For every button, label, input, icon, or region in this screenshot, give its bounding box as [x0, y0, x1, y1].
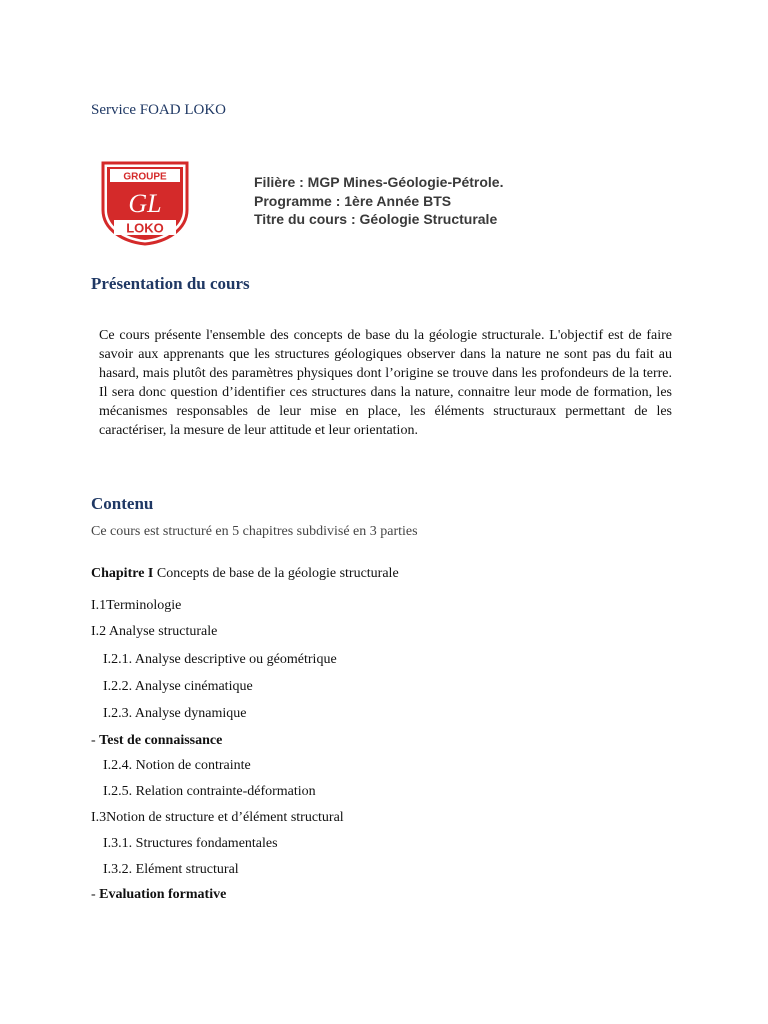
presentation-text: Ce cours présente l'ensemble des concepts de base du la géologie structurale. L'objectif est de faire savoir aux apprenants que les structures géologiques observer dans la nature ne sont pas du fait au hasard, mais plutôt des paramètres physiques dont l’origine se trouve dans les profondeurs de la terre. Il sera donc question d’identifier ces structures dans la nature, connaitre leur mode de formation, les mécanismes responsables de leur mise en place, les éléments structuraux permettant de les caractériser, la mesure de leur attitude et leur orientation. — [99, 328, 672, 438]
toc-item: I.3.2. Elément structural — [103, 862, 239, 877]
groupe-loko-logo — [100, 160, 190, 246]
chapter-title: Concepts de base de la géologie structurale — [153, 566, 399, 581]
toc-item: I.1Terminologie — [91, 598, 182, 613]
toc-item: I.2.5. Relation contrainte-déformation — [103, 784, 316, 799]
toc-item: I.3Notion de structure et d’élément structural — [91, 810, 344, 825]
chapter-heading — [91, 566, 399, 582]
presentation-heading: Présentation du cours — [91, 274, 250, 293]
toc-item: I.2 Analyse structurale — [91, 624, 218, 639]
logo-top-text: GROUPE — [123, 171, 167, 183]
toc-item: I.3.1. Structures fondamentales — [103, 836, 278, 851]
chapter-label: Chapitre I — [91, 566, 154, 581]
toc-item: I.2.2. Analyse cinématique — [103, 679, 253, 694]
logo-bottom-text: LOKO — [126, 220, 164, 236]
filiere-line: Filière : MGP Mines-Géologie-Pétrole. — [254, 174, 504, 190]
toc-item: I.2.3. Analyse dynamique — [103, 706, 247, 721]
logo-monogram: GL — [128, 189, 162, 218]
course-title-line: Titre du cours : Géologie Structurale — [254, 211, 498, 227]
service-header: Service FOAD LOKO — [91, 102, 226, 118]
contenu-heading: Contenu — [91, 494, 154, 513]
toc-item: I.2.1. Analyse descriptive ou géométrique — [103, 652, 337, 667]
contenu-intro: Ce cours est structuré en 5 chapitres subdivisé en 3 parties — [91, 524, 418, 539]
toc-item-evaluation — [91, 887, 226, 903]
dash: - — [91, 733, 100, 748]
programme-line: Programme : 1ère Année BTS — [254, 192, 452, 209]
toc-item: I.2.4. Notion de contrainte — [103, 758, 251, 773]
course-meta — [254, 173, 503, 229]
evaluation-label: Evaluation formative — [99, 887, 227, 902]
test-label: Test de connaissance — [99, 733, 223, 748]
dash: - — [91, 887, 100, 902]
toc-item-test — [91, 733, 222, 749]
